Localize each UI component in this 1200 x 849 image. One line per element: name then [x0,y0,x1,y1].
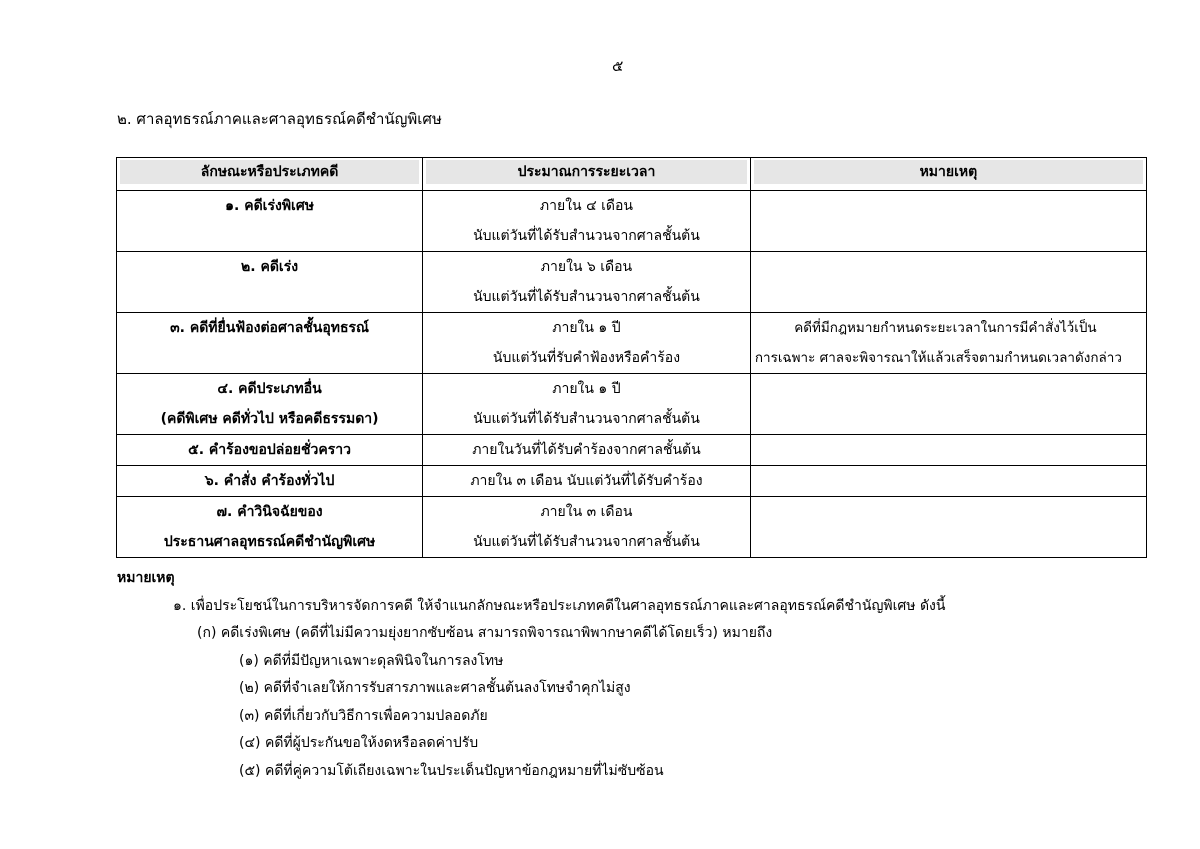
remarks-subitem: (๕) คดีที่คู่ความโต้เถียงเฉพาะในประเด็นปัญหาข้อกฎหมายที่ไม่ซับซ้อน [239,762,664,779]
case-type-cell: ๖. คำสั่ง คำร้องทั่วไป [117,466,423,497]
remarks-item-1a: (ก) คดีเร่งพิเศษ (คดีที่ไม่มีความยุ่งยากซับซ้อน สามารถพิจารณาพิพากษาคดีได้โดยเร็ว) หมายถึง [197,625,773,641]
case-type-cell: ๔. คดีประเภทอื่น (คดีพิเศษ คดีทั่วไป หรือคดีธรรมดา) [117,374,423,435]
case-type-cell: ๑. คดีเร่งพิเศษ [117,191,423,252]
case-type-cell: ๕. คำร้องขอปล่อยชั่วคราว [117,435,423,466]
note-cell: คดีที่มีกฎหมายกำหนดระยะเวลาในการมีคำสั่งไว้เป็น การเฉพาะ ศาลจะพิจารณาให้แล้วเสร็จตามกำหนดเวลาดังกล่าว [750,313,1146,374]
table-row [117,252,1147,313]
duration-cell: ภายใน ๓ เดือน นับแต่วันที่ได้รับสำนวนจากศาลชั้นต้น [423,497,751,558]
remarks-subitem: (๑) คดีที่มีปัญหาเฉพาะดุลพินิจในการลงโทษ [239,652,504,669]
page-number: ๕ [612,57,624,75]
note-cell [750,435,1146,466]
table-row [117,435,1147,466]
table-row [117,374,1147,435]
note-cell [750,191,1146,252]
note-cell [750,466,1146,497]
duration-cell: ภายใน ๓ เดือน นับแต่วันที่ได้รับคำร้อง [423,466,751,497]
remarks-heading: หมายเหตุ [117,570,175,586]
header-note: หมายเหตุ [750,158,1146,191]
note-cell [750,252,1146,313]
duration-cell: ภายใน ๑ ปี นับแต่วันที่รับคำฟ้องหรือคำร้อง [423,313,751,374]
table-row [117,497,1147,558]
remarks-subitem: (๒) คดีที่จำเลยให้การรับสารภาพและศาลชั้นต้นลงโทษจำคุกไม่สูง [239,680,631,696]
duration-cell: ภายในวันที่ได้รับคำร้องจากศาลชั้นต้น [423,435,751,466]
case-type-cell: ๒. คดีเร่ง [117,252,423,313]
remarks-item-1: ๑. เพื่อประโยชน์ในการบริหารจัดการคดี ให้จำแนกลักษณะหรือประเภทคดีในศาลอุทธรณ์ภาคและศาลอุทธรณ์คดีชำนัญพิเศษ ดังนี้ [173,597,946,614]
note-cell [750,374,1146,435]
note-cell [750,497,1146,558]
duration-cell: ภายใน ๖ เดือน นับแต่วันที่ได้รับสำนวนจากศาลชั้นต้น [423,252,751,313]
table-row [117,313,1147,374]
case-type-cell: ๗. คำวินิจฉัยของ ประธานศาลอุทธรณ์คดีชำนัญพิเศษ [117,497,423,558]
duration-cell: ภายใน ๔ เดือน นับแต่วันที่ได้รับสำนวนจากศาลชั้นต้น [423,191,751,252]
table-row [117,466,1147,497]
case-timeline-table [116,157,1147,558]
table-header-row [117,158,1147,191]
header-duration: ประมาณการระยะเวลา [423,158,751,191]
remarks-section [117,565,945,785]
section-title: ๒. ศาลอุทธรณ์ภาคและศาลอุทธรณ์คดีชำนัญพิเศษ [117,110,442,128]
table-row [117,191,1147,252]
duration-cell: ภายใน ๑ ปี นับแต่วันที่ได้รับสำนวนจากศาลชั้นต้น [423,374,751,435]
header-case-type: ลักษณะหรือประเภทคดี [117,158,423,191]
case-type-cell: ๓. คดีที่ยื่นฟ้องต่อศาลชั้นอุทธรณ์ [117,313,423,374]
remarks-subitem: (๓) คดีที่เกี่ยวกับวิธีการเพื่อความปลอดภัย [239,707,488,724]
remarks-subitem: (๔) คดีที่ผู้ประกันขอให้งดหรือลดค่าปรับ [239,735,479,751]
